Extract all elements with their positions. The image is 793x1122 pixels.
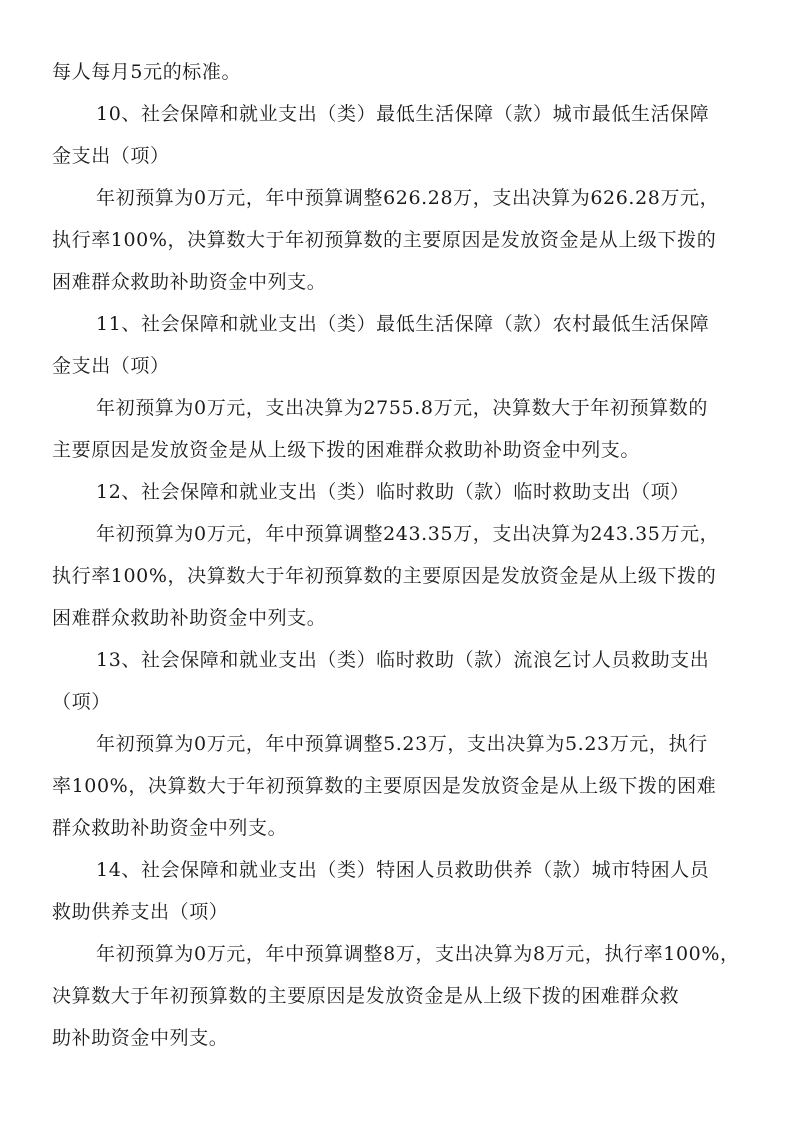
- paragraph-line: 每人每月5元的标准。: [52, 61, 242, 83]
- section-heading-12: 12、社会保障和就业支出（类）临时救助（款）临时救助支出（项）: [96, 481, 690, 503]
- paragraph-line: 助补助资金中列支。: [52, 1027, 229, 1049]
- section-heading-13-cont: （项）: [52, 691, 111, 713]
- paragraph-line: 困难群众救助补助资金中列支。: [52, 607, 327, 629]
- paragraph-line: 年初预算为0万元，年中预算调整243.35万，支出决算为243.35万元，: [96, 523, 720, 545]
- section-heading-14: 14、社会保障和就业支出（类）特困人员救助供养（款）城市特困人员: [96, 859, 710, 881]
- paragraph-line: 年初预算为0万元，年中预算调整5.23万，支出决算为5.23万元，执行: [96, 733, 708, 755]
- paragraph-line: 主要原因是发放资金是从上级下拨的困难群众救助补助资金中列支。: [52, 439, 641, 461]
- paragraph-line: 群众救助补助资金中列支。: [52, 817, 288, 839]
- paragraph-line: 执行率100%，决算数大于年初预算数的主要原因是发放资金是从上级下拨的: [52, 229, 717, 251]
- paragraph-line: 年初预算为0万元，支出决算为2755.8万元，决算数大于年初预算数的: [96, 397, 708, 419]
- paragraph-line: 年初预算为0万元，年中预算调整8万，支出决算为8万元，执行率100%，: [96, 943, 740, 965]
- section-heading-11: 11、社会保障和就业支出（类）最低生活保障（款）农村最低生活保障: [96, 313, 710, 335]
- paragraph-line: 率100%，决算数大于年初预算数的主要原因是发放资金是从上级下拨的困难: [52, 775, 717, 797]
- section-heading-13: 13、社会保障和就业支出（类）临时救助（款）流浪乞讨人员救助支出: [96, 649, 710, 671]
- section-heading-14-cont: 救助供养支出（项）: [52, 901, 229, 923]
- section-heading-11-cont: 金支出（项）: [52, 355, 170, 377]
- paragraph-line: 决算数大于年初预算数的主要原因是发放资金是从上级下拨的困难群众救: [52, 985, 680, 1007]
- paragraph-line: 年初预算为0万元，年中预算调整626.28万，支出决算为626.28万元，: [96, 187, 720, 209]
- section-heading-10-cont: 金支出（项）: [52, 145, 170, 167]
- paragraph-line: 困难群众救助补助资金中列支。: [52, 271, 327, 293]
- section-heading-10: 10、社会保障和就业支出（类）最低生活保障（款）城市最低生活保障: [96, 103, 710, 125]
- paragraph-line: 执行率100%，决算数大于年初预算数的主要原因是发放资金是从上级下拨的: [52, 565, 717, 587]
